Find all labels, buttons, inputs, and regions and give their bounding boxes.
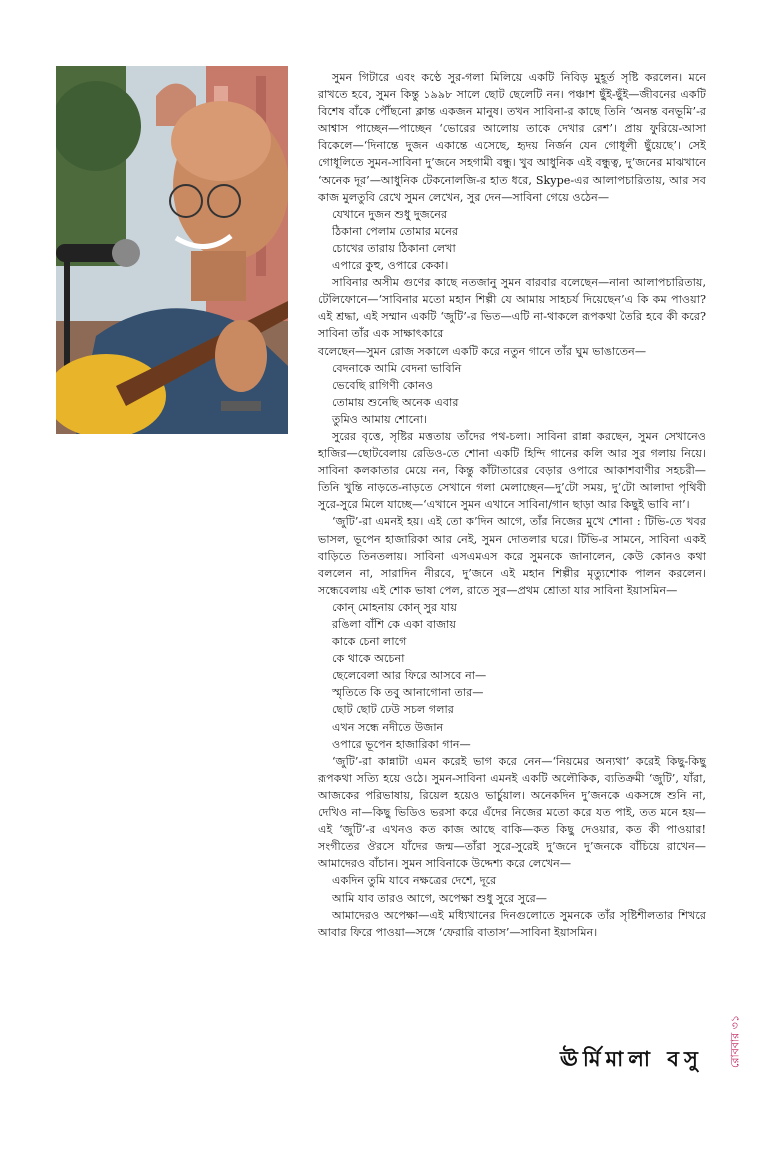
paragraph: বলেছেন—সুমন রোজ সকালে একটি করে নতুন গানে তাঁর ঘুম ভাঙাতেন—: [318, 344, 647, 358]
verse-line: বেদনাকে আমি বেদনা ভাবিনি: [332, 361, 462, 375]
paragraph: ‘জুটি’-রা এমনই হয়। এই তো ক’দিন আগে, তাঁর নিজের মুখে শোনা : টিভি-তে খবর ভাসল, ভূপেন হাজারিকা আর নেই, সুমন দোতলার ঘরে। টিভি-র সামনে, সাবিনা একই বাড়িতে তিনতলায়। সাবিনা এসএমএস করে সুমনকে জানালেন, কেউ কোনও কথা বললেন না, সারাদিন নীরবে, দু’জনে এই মহান শিল্পীর মৃত্যুশোক পালন করলেন। সন্ধেবেলায় এই শোক ভাষা পেল, রাতে সুর—প্রথম শ্রোতা যার সাবিনা ইয়াসমিন—: [318, 515, 706, 597]
verse-line: ভেবেছি রাগিণী কোনও: [332, 378, 434, 392]
verse-line: আমি যাব তারও আগে, অপেক্ষা শুধু সুরে সুরে—: [332, 891, 547, 905]
verse-line: তুমিও আমায় শোনো।: [332, 412, 428, 426]
verse-line: কোন্ মোহনায় কোন্ সুর যায়: [332, 600, 458, 614]
verse-block: [318, 599, 706, 753]
singer-photo: [56, 66, 288, 434]
verse-line: কাকে চেনা লাগে: [332, 635, 407, 649]
author-byline: ঊর্মিমালা বসু: [560, 1046, 703, 1071]
folio-text: রোববার ৩১: [728, 1015, 742, 1068]
verse-line: চোখের তারায় ঠিকানা লেখা: [332, 241, 456, 255]
page-folio: [724, 1008, 748, 1078]
verse-line: এপারে কুহু, ওপারে কেকা।: [332, 259, 449, 273]
verse-block: [318, 872, 706, 906]
verse-line: তোমায় শুনেছি অনেক এবার: [332, 395, 459, 409]
verse-line: যেখানে দুজন শুধু দুজনের: [332, 207, 448, 221]
verse-block: [318, 360, 706, 428]
article-body: [318, 69, 706, 941]
verse-line: ওপারে ভূপেন হাজারিকা গান—: [332, 737, 471, 751]
paragraph: ‘জুটি’-রা কান্নাটা এমন করেই ভাগ করে নেন—‘নিয়মের অন্যথা’ করেই কিছু-কিছু রূপকথা সত্যি হয়ে ওঠে। সুমন-সাবিনা এমনই একটি অলৌকিক, ব্যতিক্রমী ‘জুটি’, যাঁরা, আজকের পরিভাষায়, রিয়েল হয়েও ভার্চুয়াল। অনেকদিন দু’জনকে একসঙ্গে শুনি না, দেখিও না—কিছু ভিডিও ভরসা করে এঁদের নিজের মতো করে যত পাই, তত মনে হয়—এই ‘জুটি’-র এখনও কত কাজ আছে বাকি—কত কিছু দেওয়ার, কত কী পাওয়ার! সংগীতের ঔরসে যাঁদের জন্ম—তাঁরা সুরে-সুরেই দু’জনে দু’জনকে বাঁচিয়ে রাখেন—আমাদেরও বাঁচান। সুমন সাবিনাকে উদ্দেশ্য করে লেখেন—: [318, 754, 706, 871]
paragraph: সুরের বৃত্তে, সৃষ্টির মত্ততায় তাঁদের পথ-চলা। সাবিনা রান্না করছেন, সুমন সেখানেও হাজির—ছোটবেলায় রেডিও-তে শোনা একটি হিন্দি গানের কলি আর সুর গলায় নিয়ে। সাবিনা কলকাতার মেয়ে নন, কিন্তু কাঁটাতারের বেড়ার ওপারে আকাশবাণীর সহচরী—তিনি খুন্তি নাড়তে-নাড়তে সেখানে গলা মেলাচ্ছেন—দু’টো সময়, দু’টো আলাদা পৃথিবী সুরে-সুরে মিলে যাচ্ছে—‘এখানে সুমন এখানে সাবিনা/গান ছাড়া আর কিছুই ভাবি না’।: [318, 429, 706, 512]
verse-line: কে থাকে অচেনা: [332, 652, 405, 666]
singer-with-guitar-illustration: [56, 66, 288, 434]
verse-line: একদিন তুমি যাবে নক্ষত্রের দেশে, দূরে: [332, 874, 497, 888]
verse-line: রঙিলা বাঁশি কে একা বাজায়: [332, 618, 456, 631]
paragraph: সুমন গিটারে এবং কণ্ঠে সুর-গলা মিলিয়ে একটি নিবিড় মুহূর্ত সৃষ্টি করলেন। মনে রাখতে হবে, সুমন কিন্তু ১৯৯৮ সালে ছোট ছেলেটি নন। পঞ্চাশ ছুঁই-ছুঁই—জীবনের একটি বিশেষ বাঁকে পৌঁছনো ক্লান্ত একজন মানুষ। তখন সাবিনা-র কাছে তিনি ‘অনন্ত বনভূমি’-র আশ্বাস পাচ্ছেন—পাচ্ছেন ‘ভোরের আলোয় তাকে দেখার রেশ’। প্রায় ফুরিয়ে-আসা বিকেলে—‘দিনান্তে দুজন একান্তে এসেছে, হৃদয় নির্জন যেন গোধূলী ছুঁয়েছে’। সেই গোধূলিতে সুমন-সাবিনা দু’জনে সহগামী বন্ধু। খুব আধুনিক এই বন্ধুত্ব, দু’জনের মাঝখানে ‘অনেক দূর’—আধুনিক টেকনোলজি-র হাত ধরে, Skype-এর আলাপচারিতায়, আর সব কাজ মুলতুবি রেখে সুমন লেখেন, সুর দেন—সাবিনা গেয়ে ওঠেন—: [318, 71, 706, 204]
paragraph: আমাদেরও অপেক্ষা—এই মধ্যিখানের দিনগুলোতে সুমনকে তাঁর সৃষ্টিশীলতার শিখরে আবার ফিরে পাওয়া—সঙ্গে ‘ফেরারি বাতাস’—সাবিনা ইয়াসমিন।: [318, 908, 706, 939]
verse-line: ছোট ছোট ঢেউ সচল গলার: [332, 703, 454, 717]
verse-line: স্মৃতিতে কি তবু আনাগোনা তার—: [332, 686, 484, 700]
verse-line: ছেলেবেলা আর ফিরে আসবে না—: [332, 669, 487, 683]
verse-line: এখন সন্ধে নদীতে উজান: [332, 720, 444, 734]
paragraph: সাবিনার অসীম গুণের কাছে নতজানু সুমন বারবার বলেছেন—নানা আলাপচারিতায়, টেলিফোনে—‘সাবিনার মতো মহান শিল্পী যে আমায় সাহচর্য দিয়েছেন’এ কি কম পাওয়া? এই শ্রদ্ধা, এই সম্মান একটি ‘জুটি’-র ভিত—এটি না-থাকলে রূপকথা তৈরি হবে কী করে? সাবিনা তাঁর এক সাক্ষাৎকারে: [318, 276, 706, 341]
verse-block: [318, 206, 706, 274]
verse-line: ঠিকানা পেলাম তোমার মনের: [332, 224, 459, 238]
